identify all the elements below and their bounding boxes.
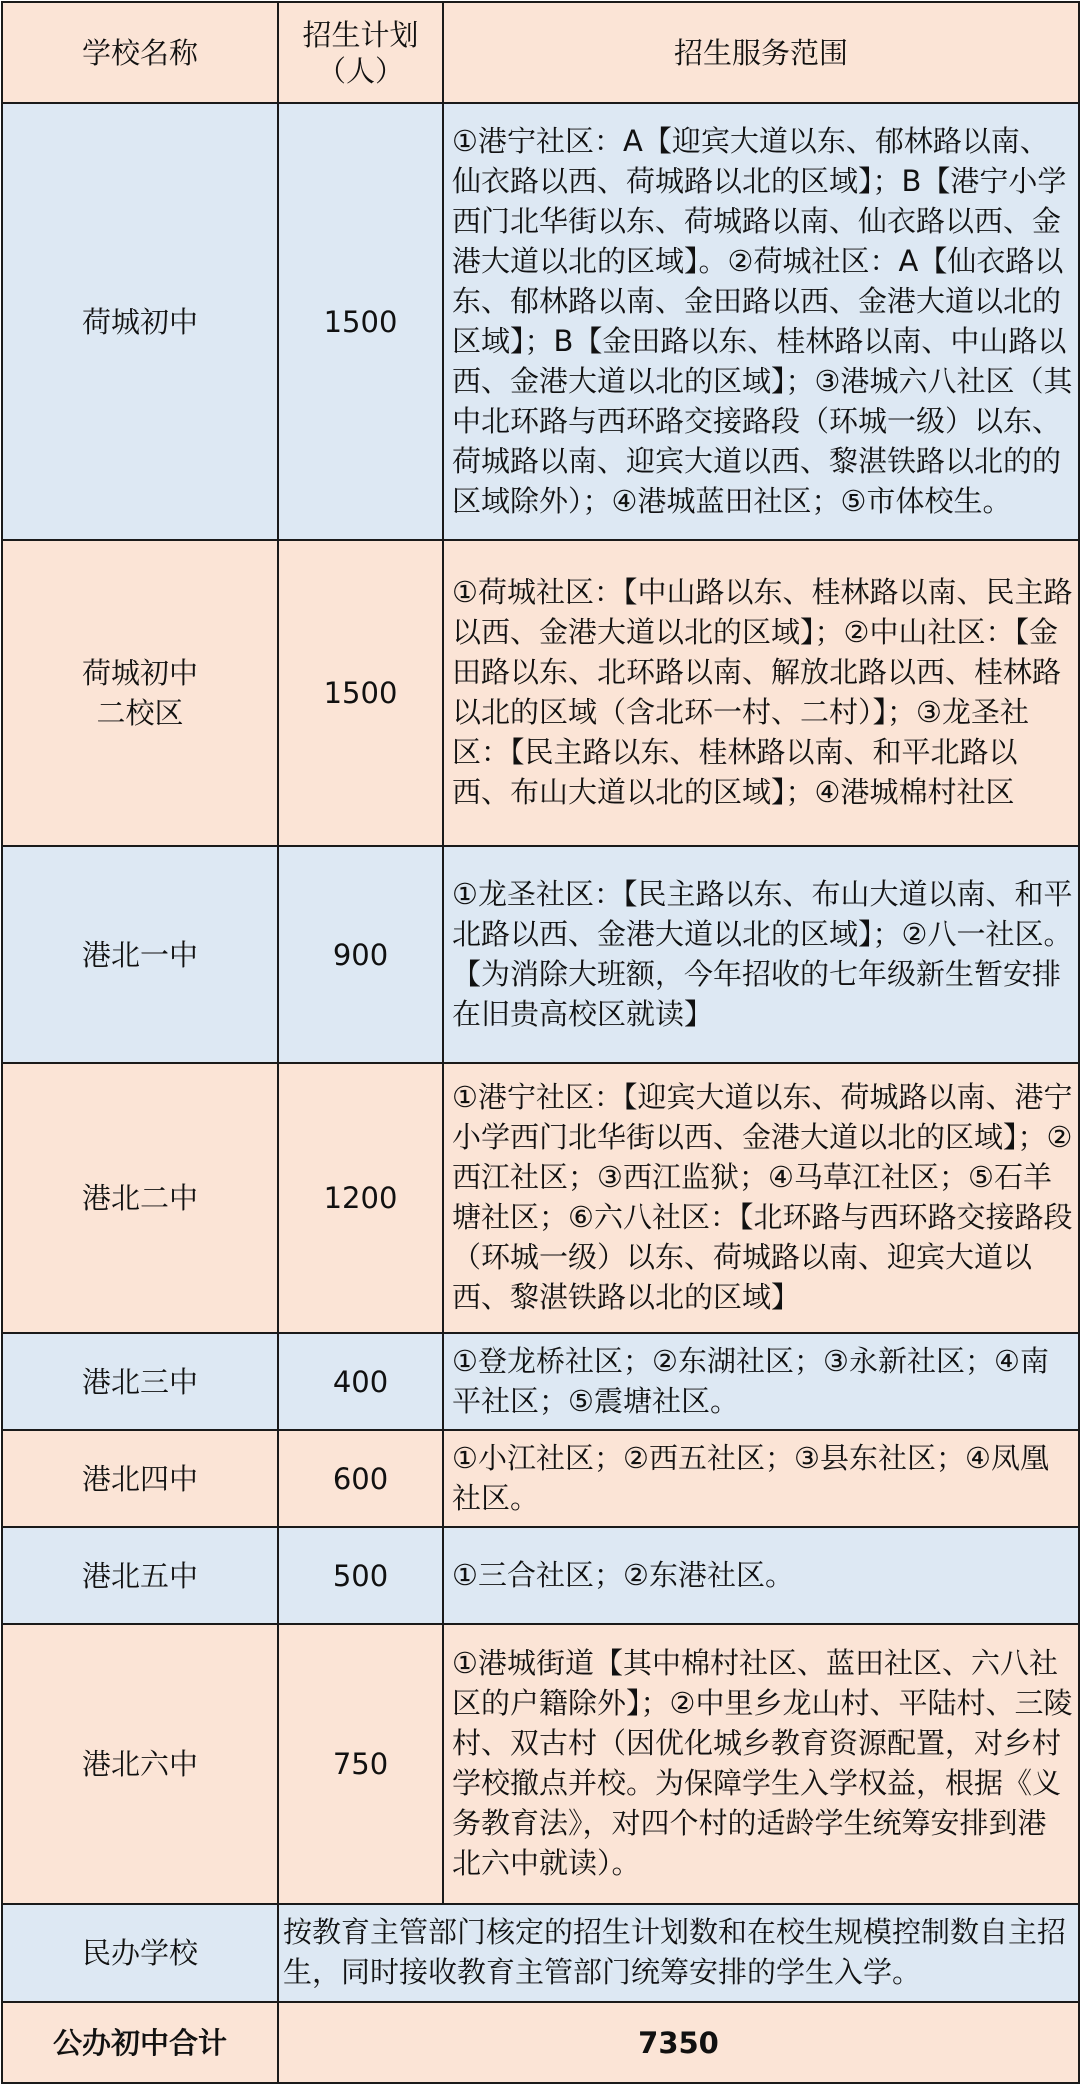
enrollment-count: 600 xyxy=(278,1430,443,1527)
school-name: 港北五中 xyxy=(2,1527,278,1624)
enrollment-count: 500 xyxy=(278,1527,443,1624)
service-range: ①登龙桥社区；②东湖社区；③永新社区；④南平社区；⑤震塘社区。 xyxy=(443,1333,1079,1430)
table-row xyxy=(2,846,1079,1063)
total-label: 公办初中合计 xyxy=(2,2002,278,2083)
table-row xyxy=(2,1527,1079,1624)
school-name: 港北四中 xyxy=(2,1430,278,1527)
service-range: ①三合社区；②东港社区。 xyxy=(443,1527,1079,1624)
enrollment-count: 400 xyxy=(278,1333,443,1430)
enrollment-count: 750 xyxy=(278,1624,443,1904)
private-school-name: 民办学校 xyxy=(2,1904,278,2002)
service-range: ①小江社区；②西五社区；③县东社区；④凤凰社区。 xyxy=(443,1430,1079,1527)
header-range: 招生服务范围 xyxy=(443,2,1079,103)
enrollment-count: 1200 xyxy=(278,1063,443,1333)
school-name: 荷城初中 二校区 xyxy=(2,540,278,846)
table-row xyxy=(2,1063,1079,1333)
header-school-name: 学校名称 xyxy=(2,2,278,103)
enrollment-count: 900 xyxy=(278,846,443,1063)
service-range: ①港城街道【其中棉村社区、蓝田社区、六八社区的户籍除外】；②中里乡龙山村、平陆村、三陵村、双古村（因优化城乡教育资源配置，对乡村学校撤点并校。为保障学生入学权益，根据《义务教育法》，对四个村的适龄学生统筹安排到港北六中就读）。 xyxy=(443,1624,1079,1904)
total-row xyxy=(2,2002,1079,2083)
service-range: ①港宁社区：A【迎宾大道以东、郁林路以南、仙衣路以西、荷城路以北的区域】；B【港宁小学西门北华街以东、荷城路以南、仙衣路以西、金港大道以北的区域】。②荷城社区：A【仙衣路以东、郁林路以南、金田路以西、金港大道以北的区域】；B【金田路以东、桂林路以南、中山路以西、金港大道以北的区域】；③港城六八社区（其中北环路与西环路交接路段（环城一级）以东、荷城路以南、迎宾大道以西、黎湛铁路以北的的区域除外）；④港城蓝田社区；⑤市体校生。 xyxy=(443,103,1079,540)
enrollment-table xyxy=(1,1,1080,2084)
school-name: 港北六中 xyxy=(2,1624,278,1904)
table-row xyxy=(2,103,1079,540)
school-name: 荷城初中 xyxy=(2,103,278,540)
table-row xyxy=(2,1624,1079,1904)
school-name: 港北三中 xyxy=(2,1333,278,1430)
table-row xyxy=(2,1333,1079,1430)
service-range: ①荷城社区：【中山路以东、桂林路以南、民主路以西、金港大道以北的区域】；②中山社区：【金田路以东、北环路以南、解放北路以西、桂林路以北的区域（含北环一村、二村）】；③龙圣社区：【民主路以东、桂林路以南、和平北路以西、布山大道以北的区域】；④港城棉村社区 xyxy=(443,540,1079,846)
private-school-row xyxy=(2,1904,1079,2002)
service-range: ①港宁社区：【迎宾大道以东、荷城路以南、港宁小学西门北华街以西、金港大道以北的区域】；②西江社区；③西江监狱；④马草江社区；⑤石羊塘社区；⑥六八社区：【北环路与西环路交接路段（环城一级）以东、荷城路以南、迎宾大道以西、黎湛铁路以北的区域】 xyxy=(443,1063,1079,1333)
table-row xyxy=(2,540,1079,846)
total-value: 7350 xyxy=(278,2002,1079,2083)
service-range: ①龙圣社区：【民主路以东、布山大道以南、和平北路以西、金港大道以北的区域】；②八一社区。【为消除大班额，今年招收的七年级新生暂安排在旧贵高校区就读】 xyxy=(443,846,1079,1063)
header-row xyxy=(2,2,1079,103)
school-name: 港北二中 xyxy=(2,1063,278,1333)
table-row xyxy=(2,1430,1079,1527)
school-name: 港北一中 xyxy=(2,846,278,1063)
header-plan: 招生计划 （人） xyxy=(278,2,443,103)
private-school-range: 按教育主管部门核定的招生计划数和在校生规模控制数自主招生，同时接收教育主管部门统筹安排的学生入学。 xyxy=(278,1904,1079,2002)
enrollment-count: 1500 xyxy=(278,540,443,846)
enrollment-count: 1500 xyxy=(278,103,443,540)
